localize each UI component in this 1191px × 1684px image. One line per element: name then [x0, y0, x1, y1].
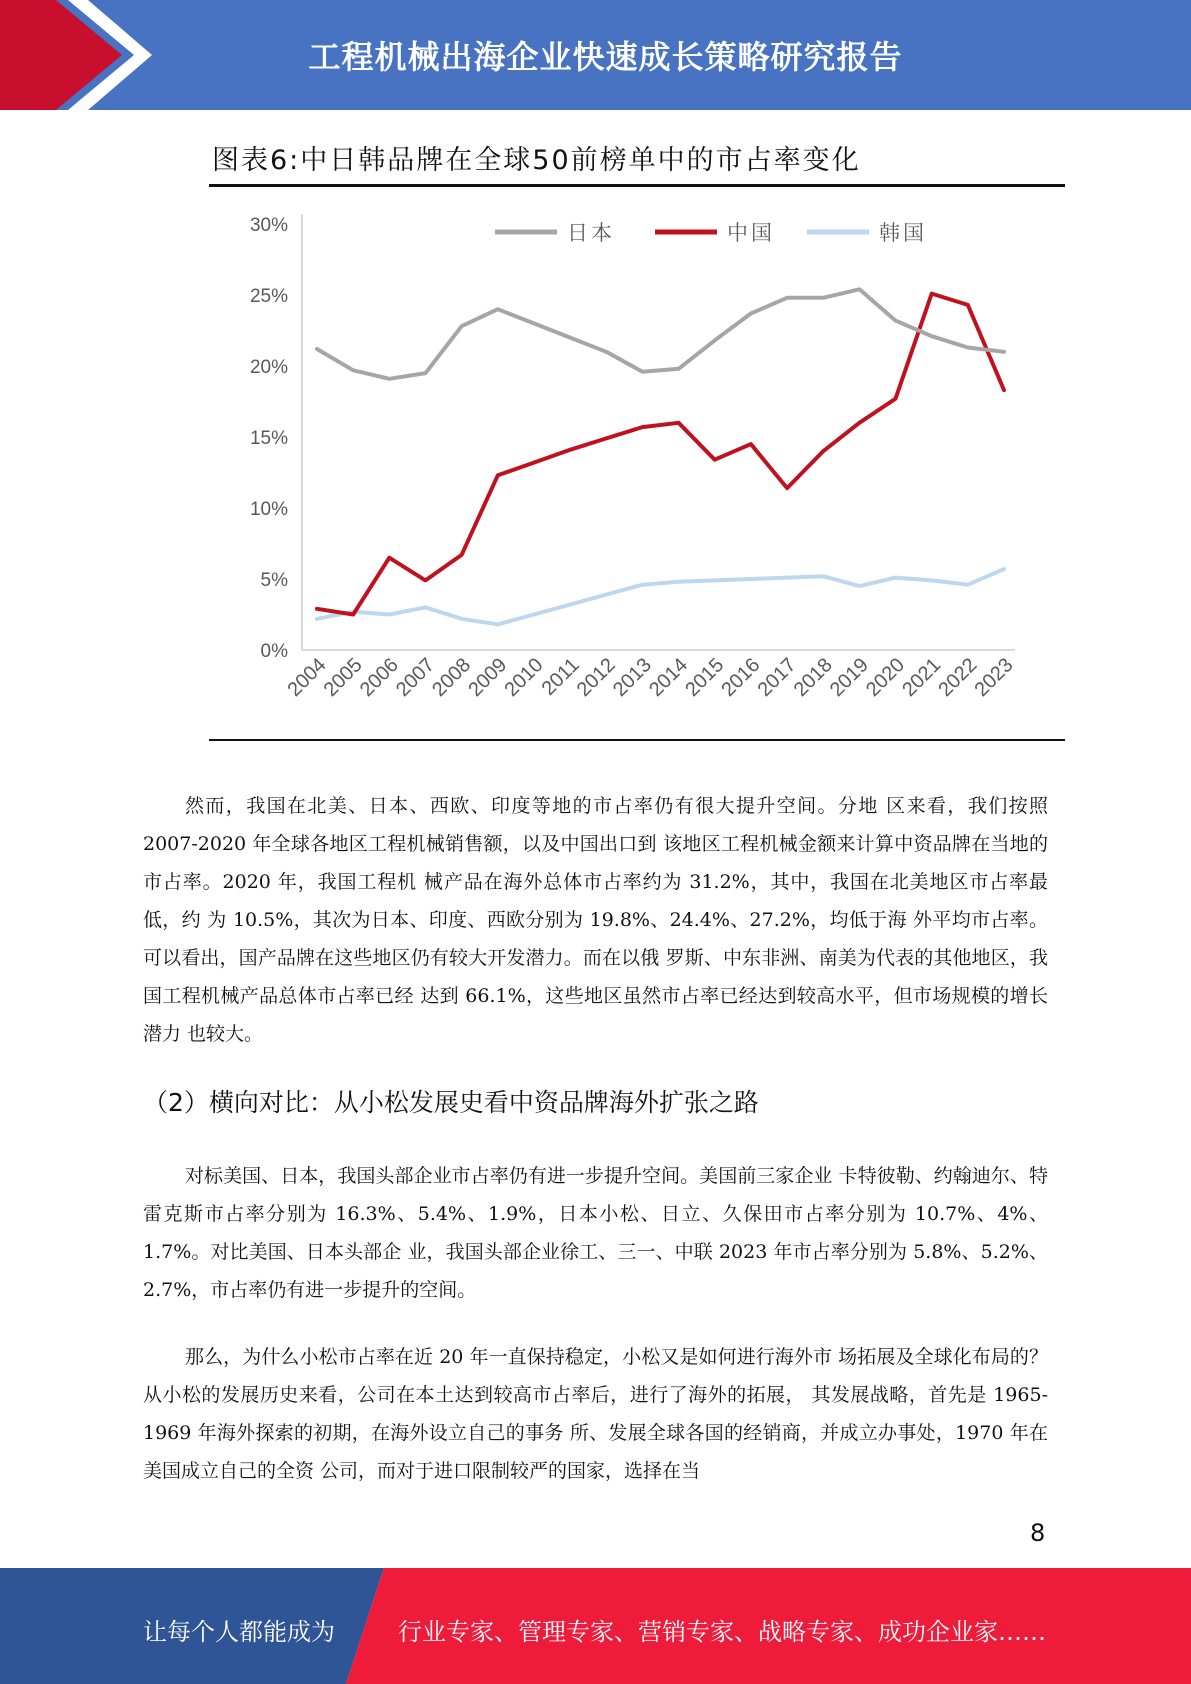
legend-label: 韩国 — [879, 221, 927, 245]
footer-slogan-right: 行业专家、管理专家、营销专家、战略专家、成功企业家…… — [398, 1618, 1046, 1646]
x-tick-label: 2006 — [355, 653, 403, 702]
paragraph-komatsu: 那么，为什么小松市占率在近 20 年一直保持稳定，小松又是如何进行海外市 场拓展及全球化布局的？ 从小松的发展历史来看，公司在本土达到较高市占率后，进行了海外的拓展， 其发展战略，首先是 1965-1969 年海外探索的初期，在海外设立自己的事务 所、发展全球各国的经销商，并成立办事处，1970 年在美国成立自己的全资 公司，而对于进口限制较严的国家，选择在当 — [143, 1346, 1048, 1482]
y-tick-label: 15% — [249, 428, 288, 449]
x-tick-label: 2017 — [753, 653, 801, 702]
x-tick-label: 2015 — [681, 653, 729, 702]
x-tick-label: 2012 — [572, 653, 620, 702]
paragraph-regional-share: 然而，我国在北美、日本、西欧、印度等地的市占率仍有很大提升空间。分地 区来看，我们按照 2007-2020 年全球各地区工程机械销售额，以及中国出口到 该地区工程机械金额来计算中资品牌在当地的市占率。2020 年，我国工程机 械产品在海外总体市占率约为 31.2%，其中，我国在北美地区市占率最低，约 为 10.5%，其次为日本、印度、西欧分别为 19.8%、24.4%、27.2%，均低于海 外平均市占率。可以看出，国产品牌在这些地区仍有较大开发潜力。而在以俄 罗斯、中东非洲、南美为代表的其他地区，我国工程机械产品总体市占率已经 达到 66.1%，这些地区虽然市占率已经达到较高水平，但市场规模的增长潜力 也较大。 — [143, 795, 1048, 1045]
x-tick-label: 2008 — [428, 653, 476, 702]
paragraph-benchmark: 对标美国、日本，我国头部企业市占率仍有进一步提升空间。美国前三家企业 卡特彼勒、约翰迪尔、特雷克斯市占率分别为 16.3%、5.4%、1.9%，日本小松、日立、久保田市占率分别为 10.7%、4%、1.7%。对比美国、日本头部企 业，我国头部企业徐工、三一、中联 2023 年市占率分别为 5.8%、5.2%、 2.7%，市占率仍有进一步提升的空间。 — [143, 1165, 1048, 1301]
x-tick-label: 2020 — [862, 653, 910, 702]
x-tick-label: 2016 — [717, 653, 765, 702]
y-tick-label: 10% — [249, 499, 288, 520]
report-title: 工程机械出海企业快速成长策略研究报告 — [308, 38, 903, 76]
figure-bottom-rule — [209, 739, 1065, 741]
section-subheading: （2）横向对比：从小松发展史看中资品牌海外扩张之路 — [143, 1088, 759, 1117]
x-tick-label: 2021 — [898, 653, 946, 702]
legend-label: 中国 — [727, 221, 775, 245]
x-tick-label: 2004 — [283, 653, 331, 702]
x-tick-label: 2009 — [464, 653, 512, 702]
x-tick-label: 2011 — [537, 653, 584, 700]
x-tick-label: 2023 — [970, 653, 1018, 702]
y-tick-label: 20% — [249, 357, 288, 378]
x-tick-label: 2019 — [825, 653, 873, 702]
footer-band — [0, 1568, 1191, 1684]
x-tick-label: 2005 — [319, 653, 367, 702]
market-share-line-chart — [209, 190, 1065, 735]
y-tick-label: 25% — [249, 286, 288, 307]
x-tick-label: 2014 — [645, 653, 693, 702]
x-tick-label: 2022 — [934, 653, 982, 702]
x-tick-label: 2010 — [500, 653, 548, 702]
header-band — [0, 0, 1191, 110]
x-tick-label: 2013 — [608, 653, 656, 702]
x-tick-label: 2007 — [391, 653, 440, 702]
series-line-中国 — [317, 294, 1004, 615]
page-number: 8 — [1030, 1519, 1046, 1547]
figure-caption: 图表6:中日韩品牌在全球50前榜单中的市占率变化 — [212, 145, 861, 176]
figure-top-rule — [209, 184, 1065, 187]
series-line-日本 — [317, 289, 1004, 379]
legend-label: 日本 — [567, 221, 615, 245]
y-tick-label: 0% — [260, 641, 288, 662]
y-tick-label: 5% — [260, 570, 288, 591]
x-tick-label: 2018 — [789, 653, 837, 702]
footer-slogan-left: 让每个人都能成为 — [143, 1618, 335, 1646]
y-tick-label: 30% — [249, 215, 288, 236]
